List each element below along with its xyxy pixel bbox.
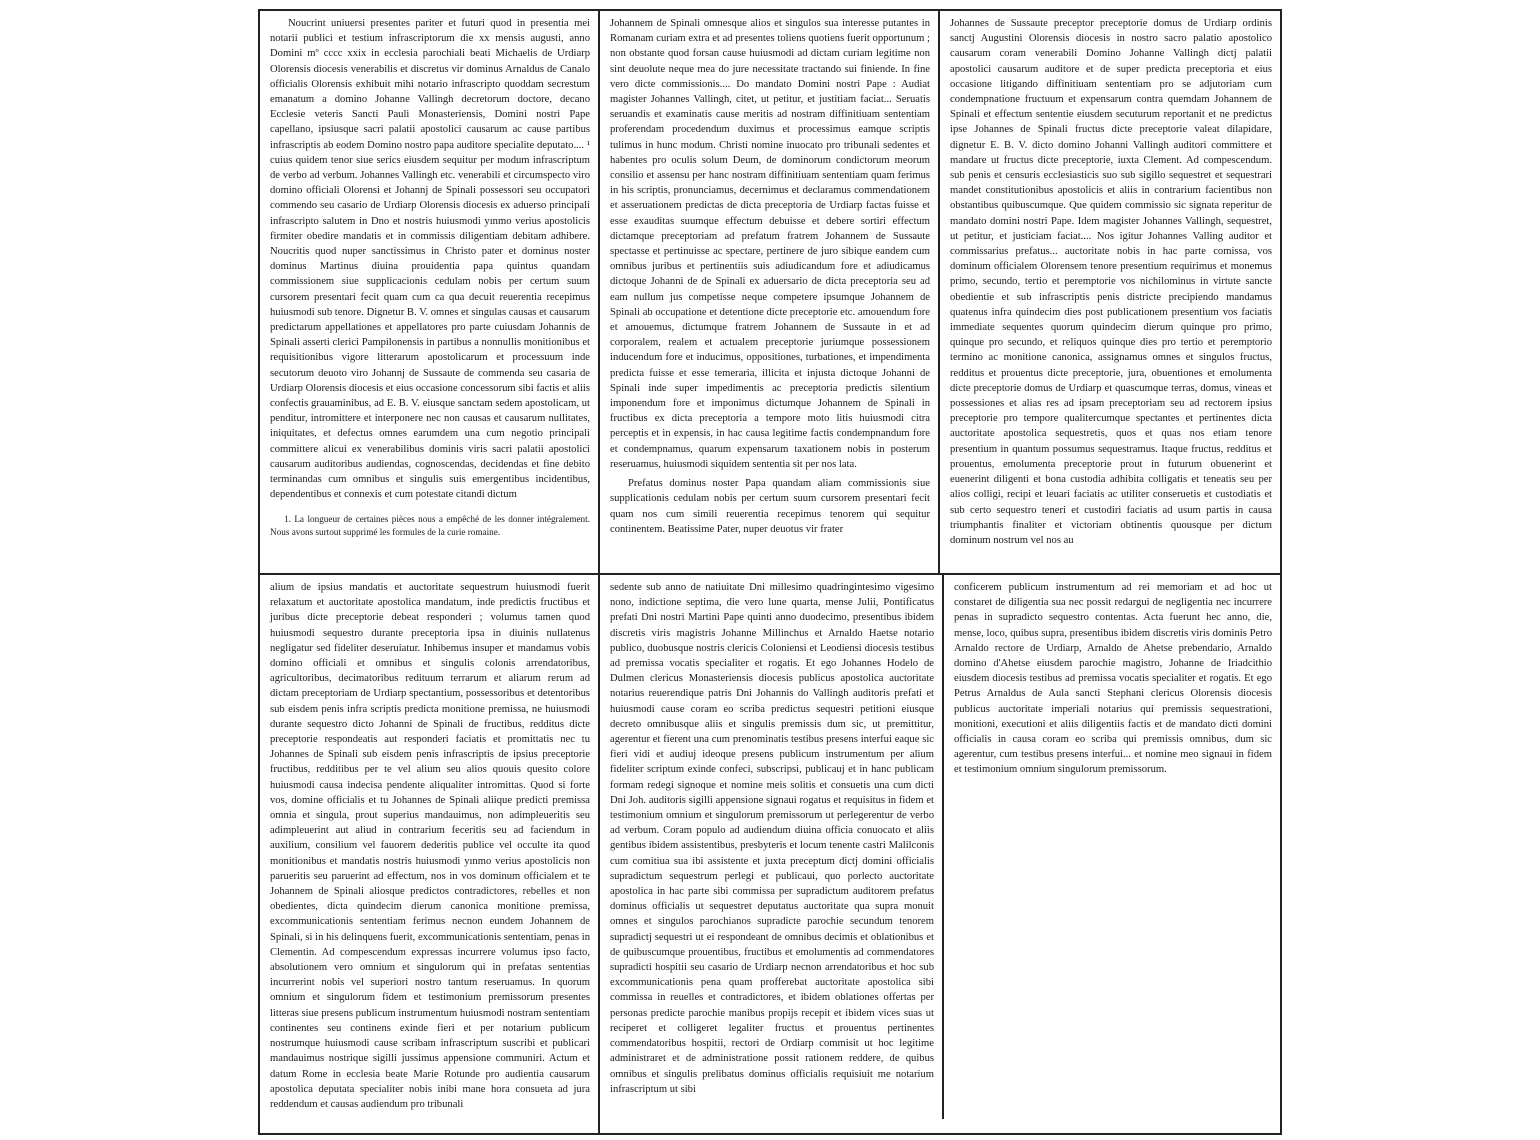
- column-3-top: [940, 11, 1280, 573]
- paragraph: Prefatus dominus noster Papa quandam aliam commissionis siue supplicationis cedulam nobis per certum suum cursorem presentari fecit quam nos cum simili reuerentia recepimus tenorem qui sequitur continentem. Beatissime Pater, nuper deuotus vir frater: [610, 478, 930, 535]
- column-1-top: [260, 11, 598, 573]
- paragraph: Johannes de Sussaute preceptor preceptorie domus de Urdiarp ordinis sanctj Augustini Olorensis diocesis in nostro sacro palatio apostolico causarum coram venerabili Domino Johanne Vallingh dictj palatii apostolici causarum auditore et de super predicta preceptoria et eius occasione litigando diffinitiuam sententiam pro se adjutoriam cum condempnatione fructuum et expensarum contra quemdam Johannem de Spinali et effectum sententie eiusdem secuturum reportanit et ne predictus ipse Johannes de Spinali fructus dicte preceptorie valeat dilapidare, dignetur E. B. V. dicto domino Johanni Vallingh auditori committere et mandare ut fructus dicte preceptorie, iuxta Clement. Ad compescendum. sub penis et censuris ecclesiasticis suo sub sigillo sequestret et sequestrari mandet constitutionibus apostolicis et aliis in contrarium facientibus non obstantibus quibuscumque. Que quidem commissio sic signata reperitur de mandato domini nostri Pape. Idem magister Johannes Vallingh, sequestret, ut petitur, et justiciam faciat.... Nos igitur Johannes Valling auditor et commissarius prefatus... auctoritate nobis in hac parte comissa, vos dominum officialem Olorensem tenore presentium requirimus et monemus primo, secundo, tertio et peremptorie vos nichilominus in virtute sancte obedientie et sub infrascriptis penis districte precipiendo mandamus quatenus infra quindecim dies post publicationem presentium vos faciatis immediate sequentes quorum quindecim dierum quinque pro primo, quinque pro secundo, et reliquos quinque dies pro tertio et peremptorio termino ac monitione canonica, assignamus omnes et singulos fructus, redditus et prouentus dicte preceptorie, jura, obuentiones et emolumenta dicte preceptorie domus de Urdiarp et quascumque terras, domus, vineas et possessiones et alias res ad ipsam preceptoriam seu ad rectorem ipsius preceptorie pro tempore qualitercumque spectantes et pertinentes dicta auctoritate apostolica sequestretis, quos et quas nos etiam tenore presentium in quantum possumus sequestramus. Itaque fructus, redditus et prouentus, emolumenta preceptorie prout in futurum obuenerint et euenerint diligenti et bona custodia adhibita colligatis et teneatis seu per alios colligi, recipi et leuari faciatis ac utiliter conseruetis et custodiatis et sub certo sequestro teneri et custodiri faciatis ad usum partis in causa triumphantis finaliter et victoriam obtinentis quousque per dictum dominum nostrum vel nos au: [950, 18, 1272, 546]
- footnote: 1. La longueur de certaines pièces nous a empêché de les donner intégralement. Nous avons surtout supprimé les formules de la curie romaine.: [270, 513, 590, 537]
- column-3-bottom: [944, 575, 1280, 1133]
- paragraph: alium de ipsius mandatis et auctoritate sequestrum huiusmodi fuerit relaxatum et auctoritate apostolica mandatum, inde predictis fructibus et juribus dicte preceptorie debeat responderi ; volumus tamen quod huiusmodi sequestro durante preceptoria ipsa in diuinis nullatenus negligatur sed fideliter deseruiatur. Inhibemus insuper et mandamus vobis domino officiali et omnibus et singulis colonis arrendatoribus, agricultoribus, decimatoribus redituum terrarum et aliarum rerum ad dictam preceptoriam de Urdiarp spectantium, possessoribus et detentoribus sub eisdem penis infra scriptis predicta monitione premissa, ne huiusmodi durante sequestro dicto Johanni de Spinali de fructibus, redditus dicte preceptorie respondeatis aut responderi faciatis et promittatis nec tu Johannes de Spinali sub eisdem penis infrascriptis de ipsius preceptorie fructibus, redditibus per te vel alium seu alios quouis quesito colore huiusmodi causa indecisa pendente aliqualiter intromittas. Quod si forte vos, domine officialis et tu Johannes de Spinali aliique predicti premissa omnia et singula, prout superius mandauimus, non adimpleueritis seu adimpleuerint aut aliud in contrarium feceritis seu ad faciendum in auxilium, consilium vel fauorem dederitis publice vel occulte ita quod monitionibus et mandatis nostris huiusmodi yınmo verius apostolicis non parueritis seu paruerint ad effectum, nos in vos dominum officialem et te Johannem de Spinali aliosque predictos contradictores, rebelles et non obedientes, dicta quindecim dierum canonica monitione premissa, excommunicationis sententiam ferimus necnon eundem Johannem de Spinali, si in his delinquens fuerit, excommunicationis sententiam, penas in Clementin. Ad compescendum expressas incurrere volumus ipso facto, absolutionem vero omnium et singulorum qui in prefatas sententias incurrerint nobis vel superiori nostro tantum reseruamus. In quorum omnium et singulorum fidem et testimonium premissorum presentes litteras siue presens publicum instrumentum huiusmodi nostram sententiam continentes seu continens exinde fieri et per notarium publicum nostrumque huiusmodi cause scribam infrascriptum suscribi et publicari mandauimus nostrique sigilli jussimus appensione communiri. Actum et datum Rome in ecclesia beate Marie Rotunde pro audientia causarum apostolica deputata specialiter nobis inibi mane hora consueta ad jura reddendum et causas audiendum pro tribunali: [270, 582, 590, 1110]
- column-1-bottom: [260, 575, 598, 1133]
- column-2-top: [600, 11, 938, 573]
- column-2-bottom: [600, 575, 942, 1133]
- paragraph: sedente sub anno de natiuitate Dni millesimo quadringintesimo vigesimo nono, indictione septima, die vero lune quarta, mense Julii, Pontificatus prefati Dni nostri Martini Pape quinti anno duodecimo, presentibus ibidem discretis viris magistris Johanne Millinchus et Arnaldo Haetse notario publico, duobusque nostris clericis Coloniensi et Leodiensi diocesis testibus ad premissa vocatis specialiter et rogatis. Et ego Johannes Hodelo de Dulmen clericus Monasteriensis diocesis publicus apostolica auctoritate notarius reuerendique patris Dni Johannis do Vallingh auditoris prefati et huiusmodi cause coram eo scriba predictus sequestri petitioni eiusque decreto omnibusque aliis et singulis premissis dum sic, ut premittitur, agerentur et fierent una cum prenominatis testibus presens interfui eaque sic fieri vidi et audiuj ideoque presens publicum instrumentum per alium fideliter scriptum exinde confeci, subscripsi, publicauj et in hanc publicam formam redegi signoque et nomine meis solitis et consuetis una cum dicti Dni Joh. auditoris sigilli appensione signaui rogatus et requisitus in fidem et testimonium omnium et singulorum premissorum ut perlegerentur de verbo ad verbum. Coram populo ad audiendum diuina officia conuocato et aliis gentibus ibidem assistentibus, presbyteris et locum tenente castri Malilconis cum comitiua sua ibi assistente et juxta preceptum dictj domini officialis supradictum sequestrum perlegi et publicaui, quo porlecto auctoritate apostolica in hac parte sibi commissa per supradictum auditorem prefatus dominus officialis ut sequestret deputatus auctoritate qua supra monuit omnes et singulos parochianos supradicte parochie secundum tenorem supradictj sequestri ut ei respondeant de omnibus decimis et oblationibus et de quibuscumque prouentibus, fructibus et emolumentis ad commendatores supradicti hospitii seu casario de Urdiarp necnon arrendatoribus et hoc sub excommunicationis pena quam profferebat auctoritate apostolica sibi commissa in reuelles et contradictores, et ibidem oblationes offertas per personas predicte parochie manibus propijs recepit et ibidem vices suas ut reciperet et colligeret legaliter fructus et prouentus pertinentes commendatoribus hospitii, rectori de Ordiarp commisit ut hoc legitime administraret et de administratione possit rationem reddere, de quibus omnibus et singulis prelibatus dominus officialis requisiuit me notarium infrascriptum ut sibi: [610, 582, 934, 1095]
- document-page: [258, 9, 1282, 1135]
- paragraph: Noucrint uniuersi presentes pariter et futuri quod in presentia mei notarii publici et testium infrascriptorum die xx mensis augusti, anno Domini mº cccc xxix in ecclesia parochiali beati Michaelis de Urdiarp Olorensis diocesis venerabilis et discretus vir dominus Arnaldus de Canalo officialis Olorensis exhibuit mihi notario infrascripto quoddam secrestum emanatum a domino Johanne Vallingh decretorum doctore, decano Ecclesie veteris Sancti Pauli Monasteriensis, Domini nostri Pape capellano, ipsiusque sacri palatii apostolici causarum ac cause partibus infrascriptis ab eodem Domino nostro papa auditore specialite deputato.... ¹ cuius quidem tenor siue serics eiusdem sequitur per modum infrascriptum de verbo ad verbum. Johannes Vallingh etc. venerabili et circumspecto viro domino officiali Olorensi et Johannj de Spinali possessori seu occupatori commendo seu casario de Urdiarp Olorensis diocesis ex aduerso principali infrascripto salutem in Dno et nostris huiusmodi yınmo verius apostolicis firmiter obedire mandatis et in commissis diligentiam debitam adhibere. Noucritis quod nuper sanctissimus in Christo pater et dominus noster dominus Martinus diuina prouidentia papa quintus quandam commissionem siue supplicacionis cedulam nobis per certum suum cursorem presentari fecit quam cum ca qua decuit reuerentia recepimus huiusmodi sub tenore. Dignetur B. V. omnes et singulas causas et causarum predictarum appellationes et appellatores pro parte cuiusdam Johannis de Spinali asserti clerici Pampilonensis in partibus a nonnullis monitionibus et requisitionibus vigore litterarum apostolicarum et processuum inde secutorum deuoto viro Johannj de Sussaute de commenda seu casaria de Urdiarp Olorensis diocesis et eius occasione concessorum sibi factis et aliis confectis grauaminibus, ad E. B. V. eiusque sanctam sedem apostolicam, ut penditur, intromittere et interponere nec non causas et causarum nullitates, iniquitates, et defectus omnes earumdem una cum negotio principali committere alicui ex venerabilibus dominis viris sacri palatii apostolici causarum auditoribus audiendas, cognoscendas, decidendas et fine debito terminandas cum omnibus et singulis suis emergentibus incidentibus, dependentibus et connexis et cum potestate citandi dictum: [270, 18, 590, 501]
- paragraph: conficerem publicum instrumentum ad rei memoriam et ad hoc ut constaret de diligentia sua nec possit redargui de negligentia nec incurrere penas in supradicto sequestro contentas. Acta fuerunt hec anno, die, mense, loco, quibus supra, presentibus ibidem discretis viris dominis Petro Arnaldo rectore de Urdiarp, Arnaldo de Ahetse prebendario, Arnaldo domino d'Ahetse eiusdem parochie magistro, Johanne de Iriadcithio eiusdem diocesis testibus ad premissa vocatis specialiter et rogatis. Et ego Petrus Arnaldus de Aula sancti Stephani clericus Olorensis diocesis publicus auctoritate imperiali notarius qui premissis sequestrationi, monitioni, executioni et aliis diligentiis factis et de mandato dicti domini officialis in causa coram eo scriba qui premissis omnibus, dum sic agerentur, cum testibus presens interfui... et nomine meo signaui in fidem et testimonium omnium singulorum premissorum.: [954, 582, 1272, 776]
- paragraph: Johannem de Spinali omnesque alios et singulos sua interesse putantes in Romanam curiam extra et ad presentes toliens quotiens fuerit opportunum ; non obstante quod forsan cause huiusmodi ad dictam curiam legitime non sint deuolute neque mea do jure necessitate tractando sui finiende. In fine vero dicte commissionis.... Do mandato Domini nostri Pape : Audiat magister Johannes Vallingh, citet, ut petitur, et justitiam faciat... Seruatis seruandis et examinatis cause meritis ad nostram diffinitiuam sententiam proferendam procedendum duximus et processimus eamque scriptis tulimus in hunc modum. Christi nomine inuocato pro tribunali sedentes et habentes pro oculis solum Deum, de dominorum condictorum meorum consilio et assensu per hanc nostram diffinitiuam sententiam quam ferimus in his scriptis, pronunciamus, decernimus et declaramus commendationem et asseruationem predictas de dicta preceptoria de Urdiarp factas fuisse et esse exauditas suumque effectum debuisse et debere sortiri effectum dictamque preceptoriam ad prefatum fratrem Johannem de Sussaute spectasse et pertinuisse ac spectare, pertinere de juro sibique eandem cum omnibus juribus et pertinentiis suis adiudicandum fore et adiudicamus dictoque Johanni de de Spinali ex aduersario de dicta preceptoria seu ad eam nullum jus competisse neque competere ipsumque Johannem de Spinali ab occupatione et detentione dicte preceptorie etc. amouendum fore et amouemus, dictumque fratrem Johannem de Sussaute in et ad corporalem, realem et actualem preceptorie juriumque possessionem inducendum fore et inducimus, oppositiones, turbationes, et impendimenta predicta fuisse et esse temeraria, illicita et injusta dictoque Johanni de Spinali inde super impedimentis ac preceptoria predictis silentium imponendum fore et imponimus dictumque Johannem de Spinali in fructibus ex dicta preceptoria a tempore moto litis huiusmodi citra perceptis et in expensis, in hac causa legitime factis condempnandum fore et condempnamus, quarum expensarum taxationem nobis in posterum reseruamus, huiusmodi siquidem sententia sit per nos lata.: [610, 18, 930, 470]
